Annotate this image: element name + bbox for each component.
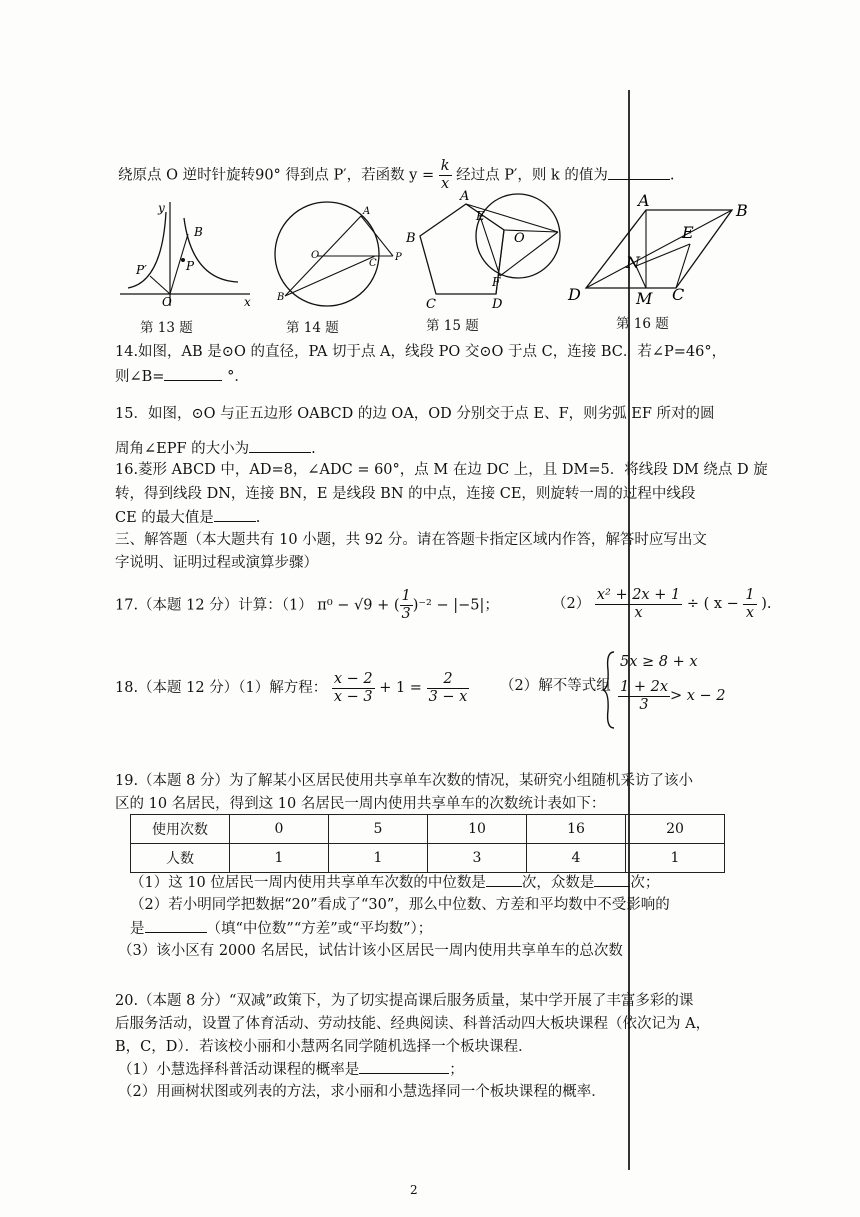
fig14-label-o: O [311,250,320,261]
q20-sub2: （2）用画树状图或列表的方法，求小丽和小慧选择同一个板块课程的概率． [118,1084,606,1100]
fig15-label-c: C [426,297,436,310]
q19-sub3: （3）该小区有 2000 名居民，试估计该小区居民一周内使用共享单车的总次数 [118,943,623,959]
fig14-label-b: B [277,292,285,303]
fig14-label-p: P [395,252,402,263]
fig13-label-o: O [162,295,172,309]
q19-sub1: （1）这 10 位居民一周内使用共享单车次数的中位数是 次，众数是 次； [130,872,659,893]
q19-line1: 19.（本题 8 分）为了解某小区居民使用共享单车次数的情况，某研究小组随机采访了该小 [115,773,693,789]
fig15-label-d: D [492,297,503,310]
caption-16: 第 16 题 [616,316,669,332]
caption-15: 第 15 题 [426,318,479,334]
fig13-label-x: x [244,295,251,309]
q15-line1: 15．如图，⊙O 与正五边形 OABCD 的边 OA，OD 分别交于点 E、F，则劣弧 EF 所对的圆 [115,406,715,422]
fig15-label-e: E [476,209,485,223]
q20-line2: 后服务活动，设置了体育活动、劳动技能、经典阅读、科普活动四大板块课程（依次记为 A， [115,1016,711,1032]
q16-line3: CE 的最大值是 . [115,507,260,528]
table-row: 人数 1 1 3 4 1 [131,844,725,873]
page-number: 2 [410,1183,418,1197]
usage-table [130,814,725,873]
figure-16 [560,192,790,310]
caption-14: 第 14 题 [286,320,339,336]
fig13-label-p: P [186,259,195,273]
fig15-label-b: B [406,231,416,246]
q13-text: 绕原点 O 逆时针旋转90° 得到点 P′，若函数 y = $\frac{k}{x}$ 经过点 P′，则 k 的值为 . [118,158,675,192]
figure-14 [265,200,415,310]
figure-13 [110,198,260,310]
fig15-label-a: A [460,190,470,204]
figure-15 [400,190,580,310]
q18-part1: 18.（本题 12 分）（1）解方程： $\frac{x - 2}{x - 3}$ + 1 = $\frac{2}{3 - x}$ [115,670,468,705]
q14-line2: 则∠B= °． [115,366,249,387]
table-row: 使用次数 0 5 10 16 20 [131,815,725,844]
section3-line2: 字说明、证明过程或演算步骤） [115,555,318,571]
q20-line3: B，C，D）．若该校小丽和小慧两名同学随机选择一个板块课程． [115,1039,533,1055]
fig16-label-c: C [672,285,685,304]
fig16-label-d: D [568,285,581,304]
q14-line1: 14.如图，AB 是⊙O 的直径，PA 切于点 A，线段 PO 交⊙O 于点 C，连接 BC．若∠P=46°， [115,344,727,360]
fig14-label-c: C [369,258,377,269]
q20-sub1: （1）小慧选择科普活动课程的概率是 ； [118,1059,464,1080]
fig15-label-o: O [514,231,525,246]
fig13-label-pprime: P′ [136,263,147,277]
q17-part1: 17.（本题 12 分）计算：（1） π⁰ − √9 + ( $\frac{1}{3}$ )⁻² − |−5|； [115,588,499,622]
fig16-label-b: B [736,201,748,220]
fig13-label-b: B [194,225,203,239]
q16-line1: 16.菱形 ABCD 中，AD=8，∠ADC = 60°，点 M 在边 DC 上，且 DM=5．将线段 DM 绕点 D 旋 [115,462,768,478]
q18-part2-label: （2）解不等式组 [500,678,611,694]
caption-13: 第 13 题 [140,320,193,336]
section3-line1: 三、解答题（本大题共有 10 小题，共 92 分。请在答题卡指定区域内作答，解答时应写出文 [115,532,707,548]
q18-inequality-1: 5x ≥ 8 + x [620,654,698,670]
fig16-label-e: E [682,223,694,242]
q17-part2: （2） $\frac{\text{x² + 2x + 1}}{x}$ ÷ ( x − $\frac{1}{x}$ ). [552,586,772,621]
fig16-label-a: A [638,192,650,210]
q19-line2: 区的 10 名居民，得到这 10 名居民一周内使用共享单车的次数统计表如下： [115,796,606,812]
fig14-label-a: A [363,206,371,217]
q19-sub2b: 是 （填“中位数”“方差”或“平均数”）； [130,918,432,939]
q18-inequality-2: $\frac{1 + 2x}{3}$ > x − 2 [620,678,726,713]
left-brace [602,650,616,730]
fig16-label-n: N [626,253,640,272]
fig15-label-f: F [492,275,501,289]
fig13-label-y: y [158,201,165,215]
q16-line2: 转，得到线段 DN，连接 BN，E 是线段 BN 的中点，连接 CE，则旋转一周的过程中线段 [115,486,696,502]
q19-sub2a: （2）若小明同学把数据“20”看成了“30”，那么中位数、方差和平均数中不受影响的 [130,897,670,913]
q15-line2: 周角∠EPF 的大小为 . [115,438,316,459]
q20-line1: 20.（本题 8 分）“双减”政策下，为了切实提高课后服务质量，某中学开展了丰富多彩的课 [115,993,694,1009]
fig16-label-m: M [636,289,653,308]
